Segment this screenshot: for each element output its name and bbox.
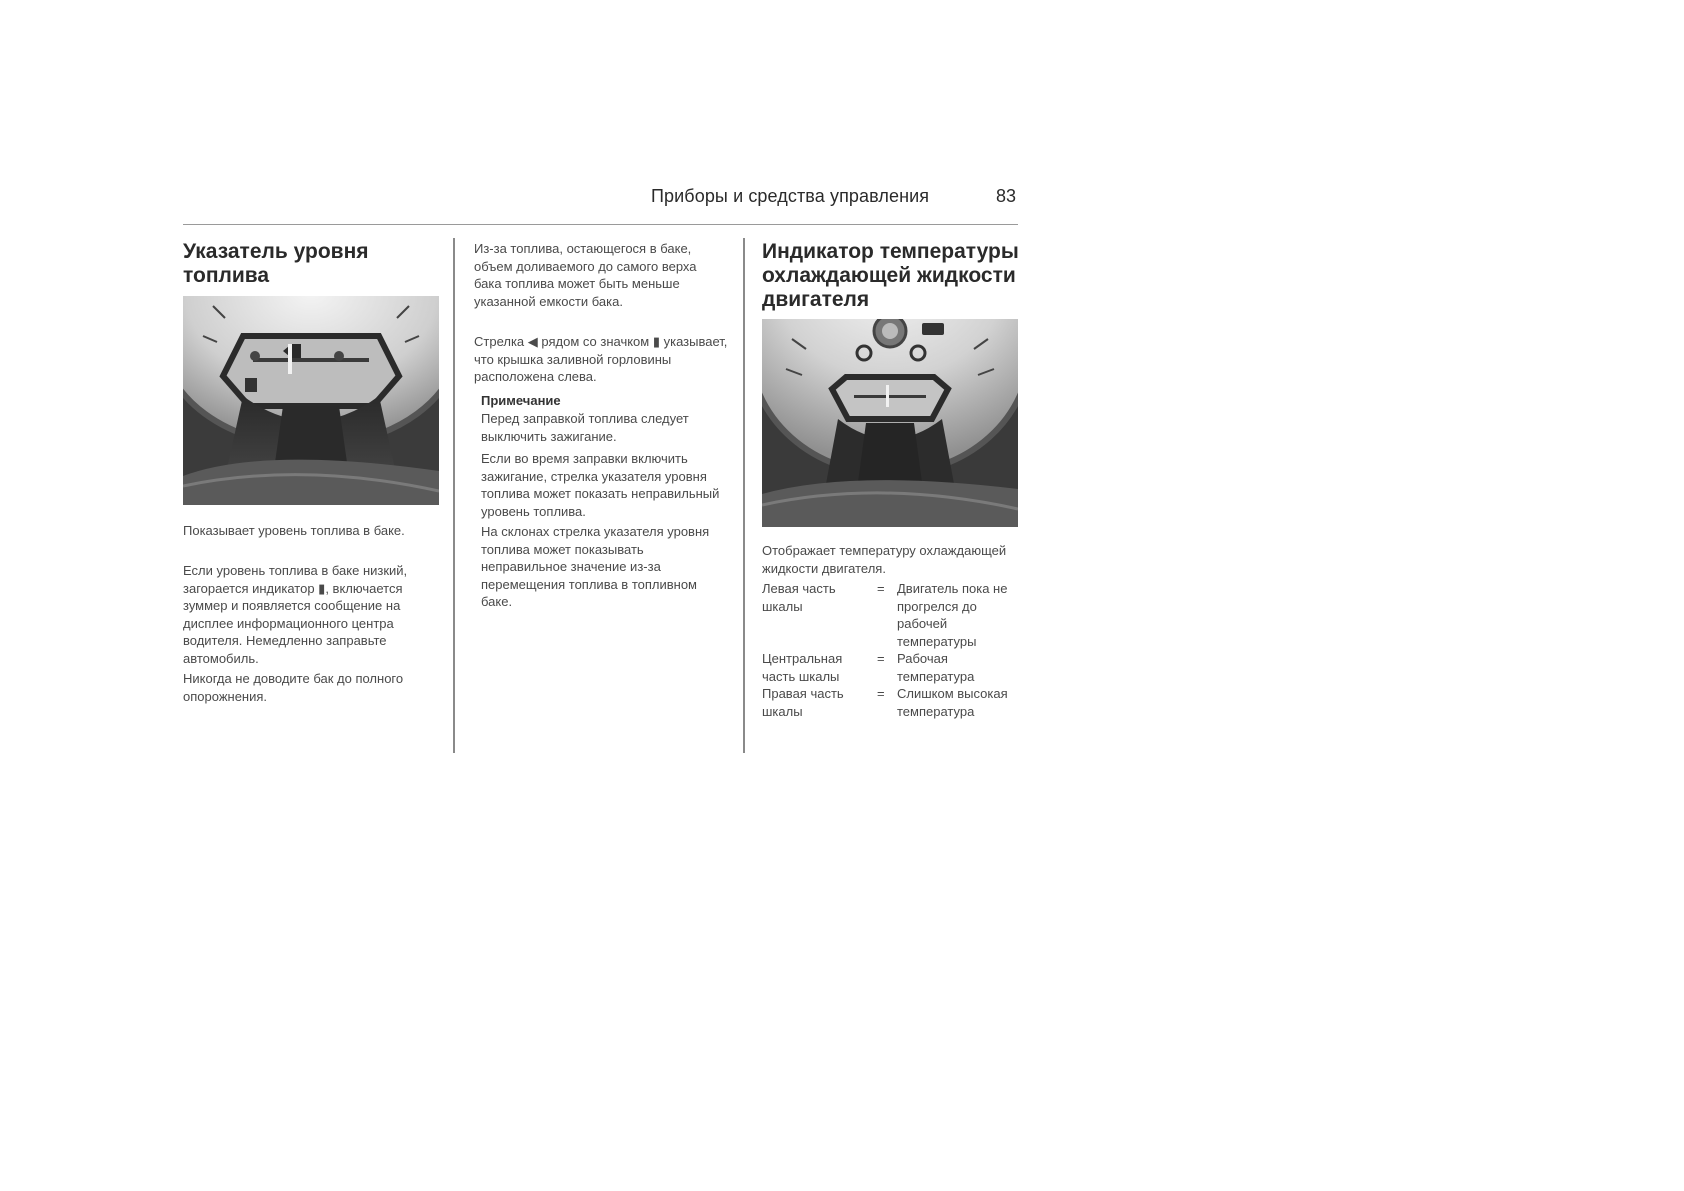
definition-term: Центральная часть шкалы bbox=[762, 651, 843, 684]
definition-description: Слишком высокая температура bbox=[897, 686, 1008, 719]
definition-separator: = bbox=[877, 686, 885, 701]
definition-description: Двигатель пока не прогрелся до рабочей температуры bbox=[897, 581, 1008, 649]
coolant-temp-intro: Отображает температуру охлаждающей жидкости двигателя. bbox=[762, 543, 1007, 576]
running-header-title: Приборы и средства управления bbox=[651, 186, 930, 206]
definition-row bbox=[762, 580, 1022, 650]
fuel-remaining-paragraph: Из-за топлива, остающегося в баке, объем доливаемого до самого верха бака топлива может быть меньше указанной емкости бака. bbox=[474, 241, 697, 309]
fuel-gauge-heading: Указатель уровня топлива bbox=[183, 240, 369, 287]
definition-separator: = bbox=[877, 581, 885, 596]
note-paragraph-1: Перед заправкой топлива следует выключить зажигание. bbox=[481, 411, 689, 444]
note-paragraph-3: На склонах стрелка указателя уровня топлива может показывать неправильное значение из-за перемещения топлива в топливном баке. bbox=[481, 524, 710, 609]
fuel-gauge-illustration bbox=[183, 296, 439, 505]
definition-description: Рабочая температура bbox=[897, 651, 975, 684]
note-title: Примечание bbox=[481, 393, 561, 408]
definition-row bbox=[762, 685, 1022, 720]
fuel-cap-arrow-paragraph: Стрелка ◀ рядом со значком ▮ указывает, что крышка заливной горловины расположена слева. bbox=[474, 334, 728, 384]
definition-separator: = bbox=[877, 651, 885, 666]
note-paragraph-2: Если во время заправки включить зажигание, стрелка указателя уровня топлива может показать неправильный уровень топлива. bbox=[481, 451, 720, 519]
column-divider-2 bbox=[743, 238, 745, 753]
fuel-gauge-paragraph-2: Если уровень топлива в баке низкий, загорается индикатор ▮, включается зуммер и появляется сообщение на дисплее информационного центра водителя. Немедленно заправьте автомобиль. bbox=[183, 563, 408, 666]
header-rule bbox=[183, 224, 1018, 225]
coolant-temp-scale-table bbox=[762, 580, 1022, 720]
definition-term: Левая часть шкалы bbox=[762, 581, 836, 614]
fuel-gauge-paragraph-1: Показывает уровень топлива в баке. bbox=[183, 523, 405, 538]
fuel-gauge-paragraph-3: Никогда не доводите бак до полного опорожнения. bbox=[183, 671, 404, 704]
definition-term: Правая часть шкалы bbox=[762, 686, 844, 719]
coolant-temp-gauge-illustration bbox=[762, 319, 1018, 527]
definition-row bbox=[762, 650, 1022, 685]
column-divider-1 bbox=[453, 238, 455, 753]
coolant-temp-heading: Индикатор температуры охлаждающей жидкости двигателя bbox=[762, 240, 1019, 311]
page-number: 83 bbox=[996, 186, 1017, 206]
